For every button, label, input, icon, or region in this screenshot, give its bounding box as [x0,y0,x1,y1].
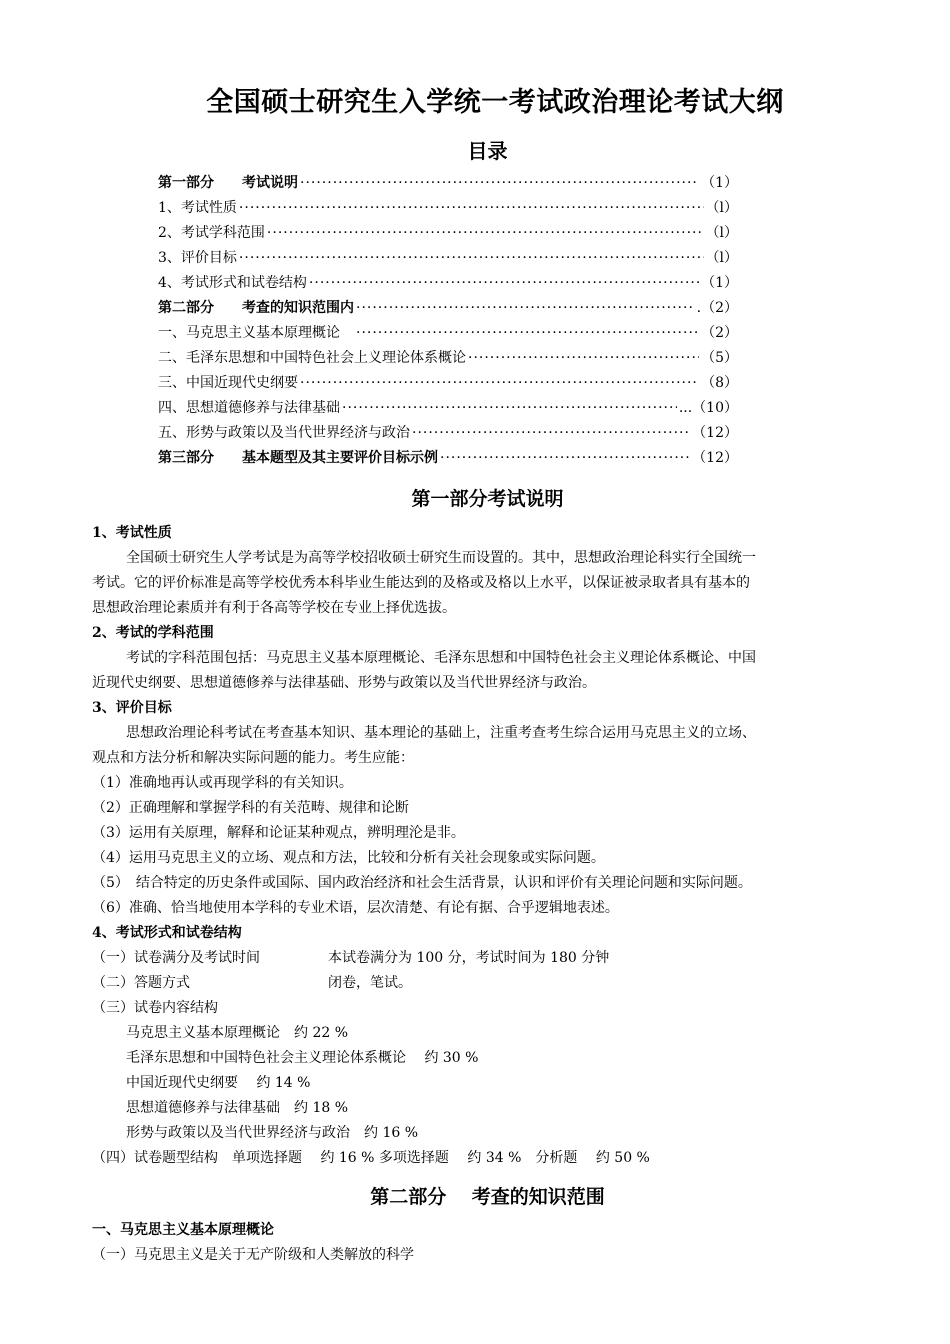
list-item: （6）准确、恰当地使用本学科的专业术语，层次清楚、有论有据、合乎逻辑地表述。 [92,900,619,916]
toc-row: 二、毛泽东思想和中国特色社会上义理论体系概论 ····· （5） [158,347,738,372]
paragraph-line: 考试的字科范围包括：马克思主义基本原理概论、毛泽东思想和中国特色社会主义理论体系概论、中国 [126,650,756,666]
toc-row: 第三部分 基本题型及其主要评价目标示例 ····· （12） [158,447,738,472]
toc-row: 1、考试性质 ····· （l） [158,197,738,222]
content-item: 马克思主义基本原理概论 约 22 % [126,1025,349,1041]
paragraph-line: 近现代史纲要、思想道德修养与法律基础、形势与政策以及当代世界经济与政治。 [92,675,596,691]
paragraph-line: 思想政治理论科考试在考查基本知识、基本理论的基础上，注重考查考生综合运用马克思主义的立场、 [126,725,756,741]
question-type-structure: （四）试卷题型结构 单项选择题 约 16 % 多项选择题 约 34 % 分析题 约 50 % [92,1150,650,1166]
list-item: （1）准确地再认或再现学科的有关知识。 [92,775,353,791]
toc-row: 第一部分 考试说明 ····· （1） [158,172,738,197]
content-item: 毛泽东思想和中国特色社会主义理论体系概论 约 30 % [126,1050,479,1066]
content-structure-label: （三）试卷内容结构 [92,1000,218,1016]
list-item: （2）正确理解和掌握学科的有关范畴、规律和论断 [92,800,409,816]
content-item: 中国近现代史纲要 约 14 % [126,1075,311,1091]
paragraph-line: 全国硕士研究生人学考试是为高等学校招收硕士研究生而设置的。其中，思想政治理论科实行全国统一 [126,550,756,566]
list-item: （3）运用有关原理，解释和论证某种观点，辨明理沦是非。 [92,825,465,841]
section-title: 2、考试的学科范围 [92,625,214,641]
section-title: 3、评价目标 [92,700,172,716]
toc-row: 四、思想道德修养与法律基础 ····· ...（10） [158,397,738,422]
exam-format-value: 本试卷满分为 100 分，考试时间为 180 分钟 [328,950,610,966]
section-title: 4、考试形式和试卷结构 [92,925,242,941]
paragraph-line: 观点和方法分析和解决实际问题的能力。考生应能： [92,750,414,766]
answer-method-value: 闭卷，笔试。 [328,975,412,991]
answer-method-row [92,971,892,996]
paragraph-line: （一）马克思主义是关于无产阶级和人类解放的科学 [92,1247,414,1263]
toc-row: 第二部分 考查的知识范围内 ····· .（2） [158,297,738,322]
part1-heading: 第一部分考试说明 [411,488,564,510]
section-title: 1、考试性质 [92,525,172,541]
document-title: 全国硕士研究生入学统一考试政治理论考试大纲 [206,87,784,118]
list-item: （5） 结合特定的历史条件或国际、国内政治经济和社会生活背景，认识和评价有关理论问题和实际问题。 [92,875,752,891]
toc-row: 三、中国近现代史纲要 ····· （8） [158,372,738,397]
toc-heading: 目录 [467,139,508,163]
exam-format-label: （一）试卷满分及考试时间 [92,950,260,966]
part2-body [92,1218,892,1268]
toc-row: 五、形势与政策以及当代世界经济与政治 ····· （12） [158,422,738,447]
content-item: 形势与政策以及当代世界经济与政治 约 16 % [126,1125,419,1141]
toc-row: 2、考试学科范围 ····· （l） [158,222,738,247]
paragraph-line: 思想政治理论素质并有利于各高等学校在专业上择优选拔。 [92,600,456,616]
section-title: 一、马克思主义基本原理概论 [92,1222,274,1238]
answer-method-label: （二）答题方式 [92,975,190,991]
exam-format-row [92,946,892,971]
toc-row: 一、马克思主义基本原理概论 ····· （2） [158,322,738,347]
table-of-contents [158,172,738,472]
toc-row: 4、考试形式和试卷结构 ····· （1） [158,272,738,297]
content-item: 思想道德修养与法律基础 约 18 % [126,1100,349,1116]
part1-body [92,521,892,1171]
paragraph-line: 考试。它的评价标准是高等学校优秀本科毕业生能达到的及格或及格以上水平，以保证被录取者具有基本的 [92,575,750,591]
part2-heading: 第二部分 考查的知识范围 [370,1186,605,1208]
toc-row: 3、评价目标 ····· （l） [158,247,738,272]
list-item: （4）运用马克思主义的立场、观点和方法，比较和分析有关社会现象或实际问题。 [92,850,605,866]
